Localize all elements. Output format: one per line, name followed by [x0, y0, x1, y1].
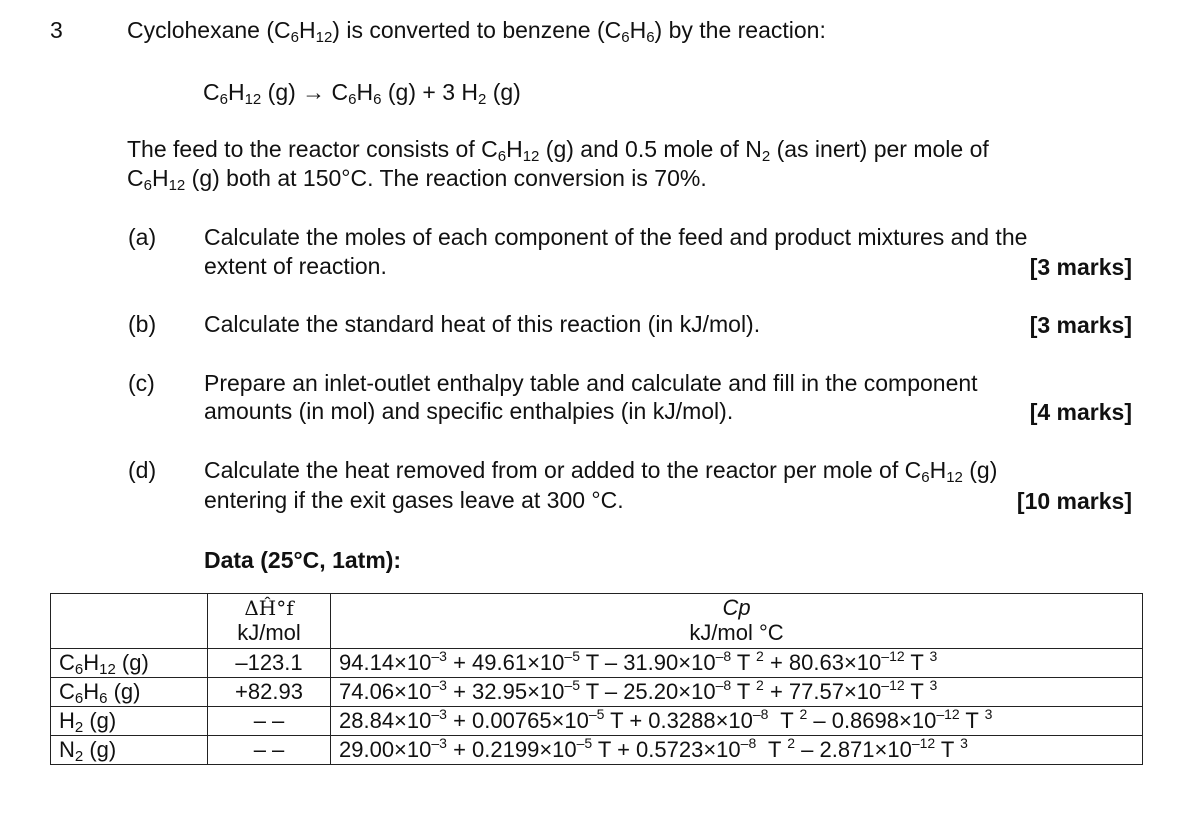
part-d-label: (d) [128, 457, 157, 483]
table-header-row [51, 594, 1143, 649]
table-row [51, 649, 1143, 678]
table-row [51, 678, 1143, 707]
heat-capacity-cell: $74.06\times 10^{-3} + 32.95\times 10^{-5}$ $T - 25.20\times 10^{-8}$ T $^2 + 77.57\times 10^{-12}$ T $^3$ [331, 678, 1143, 707]
reaction-equation: $C_6H_{12}$ $(g) \to C_6H_6$ (g) + 3 $H_2$ (g) [203, 79, 521, 108]
heat-capacity-symbol: Cp [722, 595, 751, 620]
header-heat-capacity [331, 594, 1143, 649]
heat-capacity-cell: $29.00\times 10^{-3} + 0.2199\times 10^{-5}$ $T + 0.5723\times 10^{-8}$ T $^2 - 2.871\times 10^{-12}$ T $^3$ [331, 736, 1143, 765]
heat-capacity-unit: kJ/mol °C [689, 620, 784, 645]
heat-of-formation-symbol: ΔĤ°f [244, 596, 294, 620]
part-c-text-line2: amounts (in mol) and specific enthalpies (in kJ/mol). [204, 398, 734, 424]
part-d-marks: [10 marks] [1016, 488, 1132, 514]
feed-description-line2: $C_6H_{12}$ (g) both at 150°C. The reaction conversion is 70%. [127, 165, 707, 194]
species-cell: $H_2$ (g) [51, 707, 208, 736]
species-cell: $N_2$ (g) [51, 736, 208, 765]
feed-description-line1: The feed to the reactor consists of $C_6H_{12}$ (g) and 0.5 mole of $N_2$ (as inert) per mole of [127, 136, 989, 165]
part-c-text-line1: Prepare an inlet-outlet enthalpy table and calculate and fill in the component [204, 370, 978, 396]
question-intro: Cyclohexane $(C_6H_{12})$ is converted to benzene $(C_6H_6)$ by the reaction: [127, 17, 826, 46]
heat-of-formation-cell: +82.93 [208, 678, 331, 707]
heat-of-formation-cell: –123.1 [208, 649, 331, 678]
heat-of-formation-cell: – – [208, 736, 331, 765]
data-title: Data (25°C, 1atm): [204, 547, 402, 573]
question-number: 3 [50, 17, 63, 43]
heat-capacity-cell: $28.84\times 10^{-3} + 0.00765\times 10^{-5}$ $T + 0.3288\times 10^{-8}$ T $^2 - 0.8698\times 10^{-12}$ T $^3$ [331, 707, 1143, 736]
table-row [51, 707, 1143, 736]
part-b-label: (b) [128, 311, 157, 337]
part-d-text-line2: entering if the exit gases leave at 300 °C. [204, 487, 624, 513]
part-a-marks: [3 marks] [1029, 254, 1132, 280]
species-cell: $C_6H_6$ (g) [51, 678, 208, 707]
part-c-marks: [4 marks] [1029, 399, 1132, 425]
part-d-text-line1: Calculate the heat removed from or added to the reactor per mole of $C_6H_{12}$ (g) [204, 457, 998, 486]
heat-of-formation-unit: kJ/mol [237, 620, 301, 645]
heat-capacity-cell: $94.14\times 10^{-3} + 49.61\times 10^{-5}$ $T - 31.90\times 10^{-8}$ T $^2 + 80.63\times 10^{-12}$ T $^3$ [331, 649, 1143, 678]
data-table [50, 593, 1143, 765]
header-species [51, 594, 208, 649]
part-c-label: (c) [128, 370, 155, 396]
table-row [51, 736, 1143, 765]
header-heat-of-formation [208, 594, 331, 649]
part-b-text: Calculate the standard heat of this reaction (in kJ/mol). [204, 311, 761, 337]
part-a-label: (a) [128, 224, 157, 250]
part-a-text-line2: extent of reaction. [204, 253, 387, 279]
part-a-text-line1: Calculate the moles of each component of the feed and product mixtures and the [204, 224, 1028, 250]
part-b-marks: [3 marks] [1029, 312, 1132, 338]
species-cell: $C_6H_{12}$ (g) [51, 649, 208, 678]
heat-of-formation-cell: – – [208, 707, 331, 736]
